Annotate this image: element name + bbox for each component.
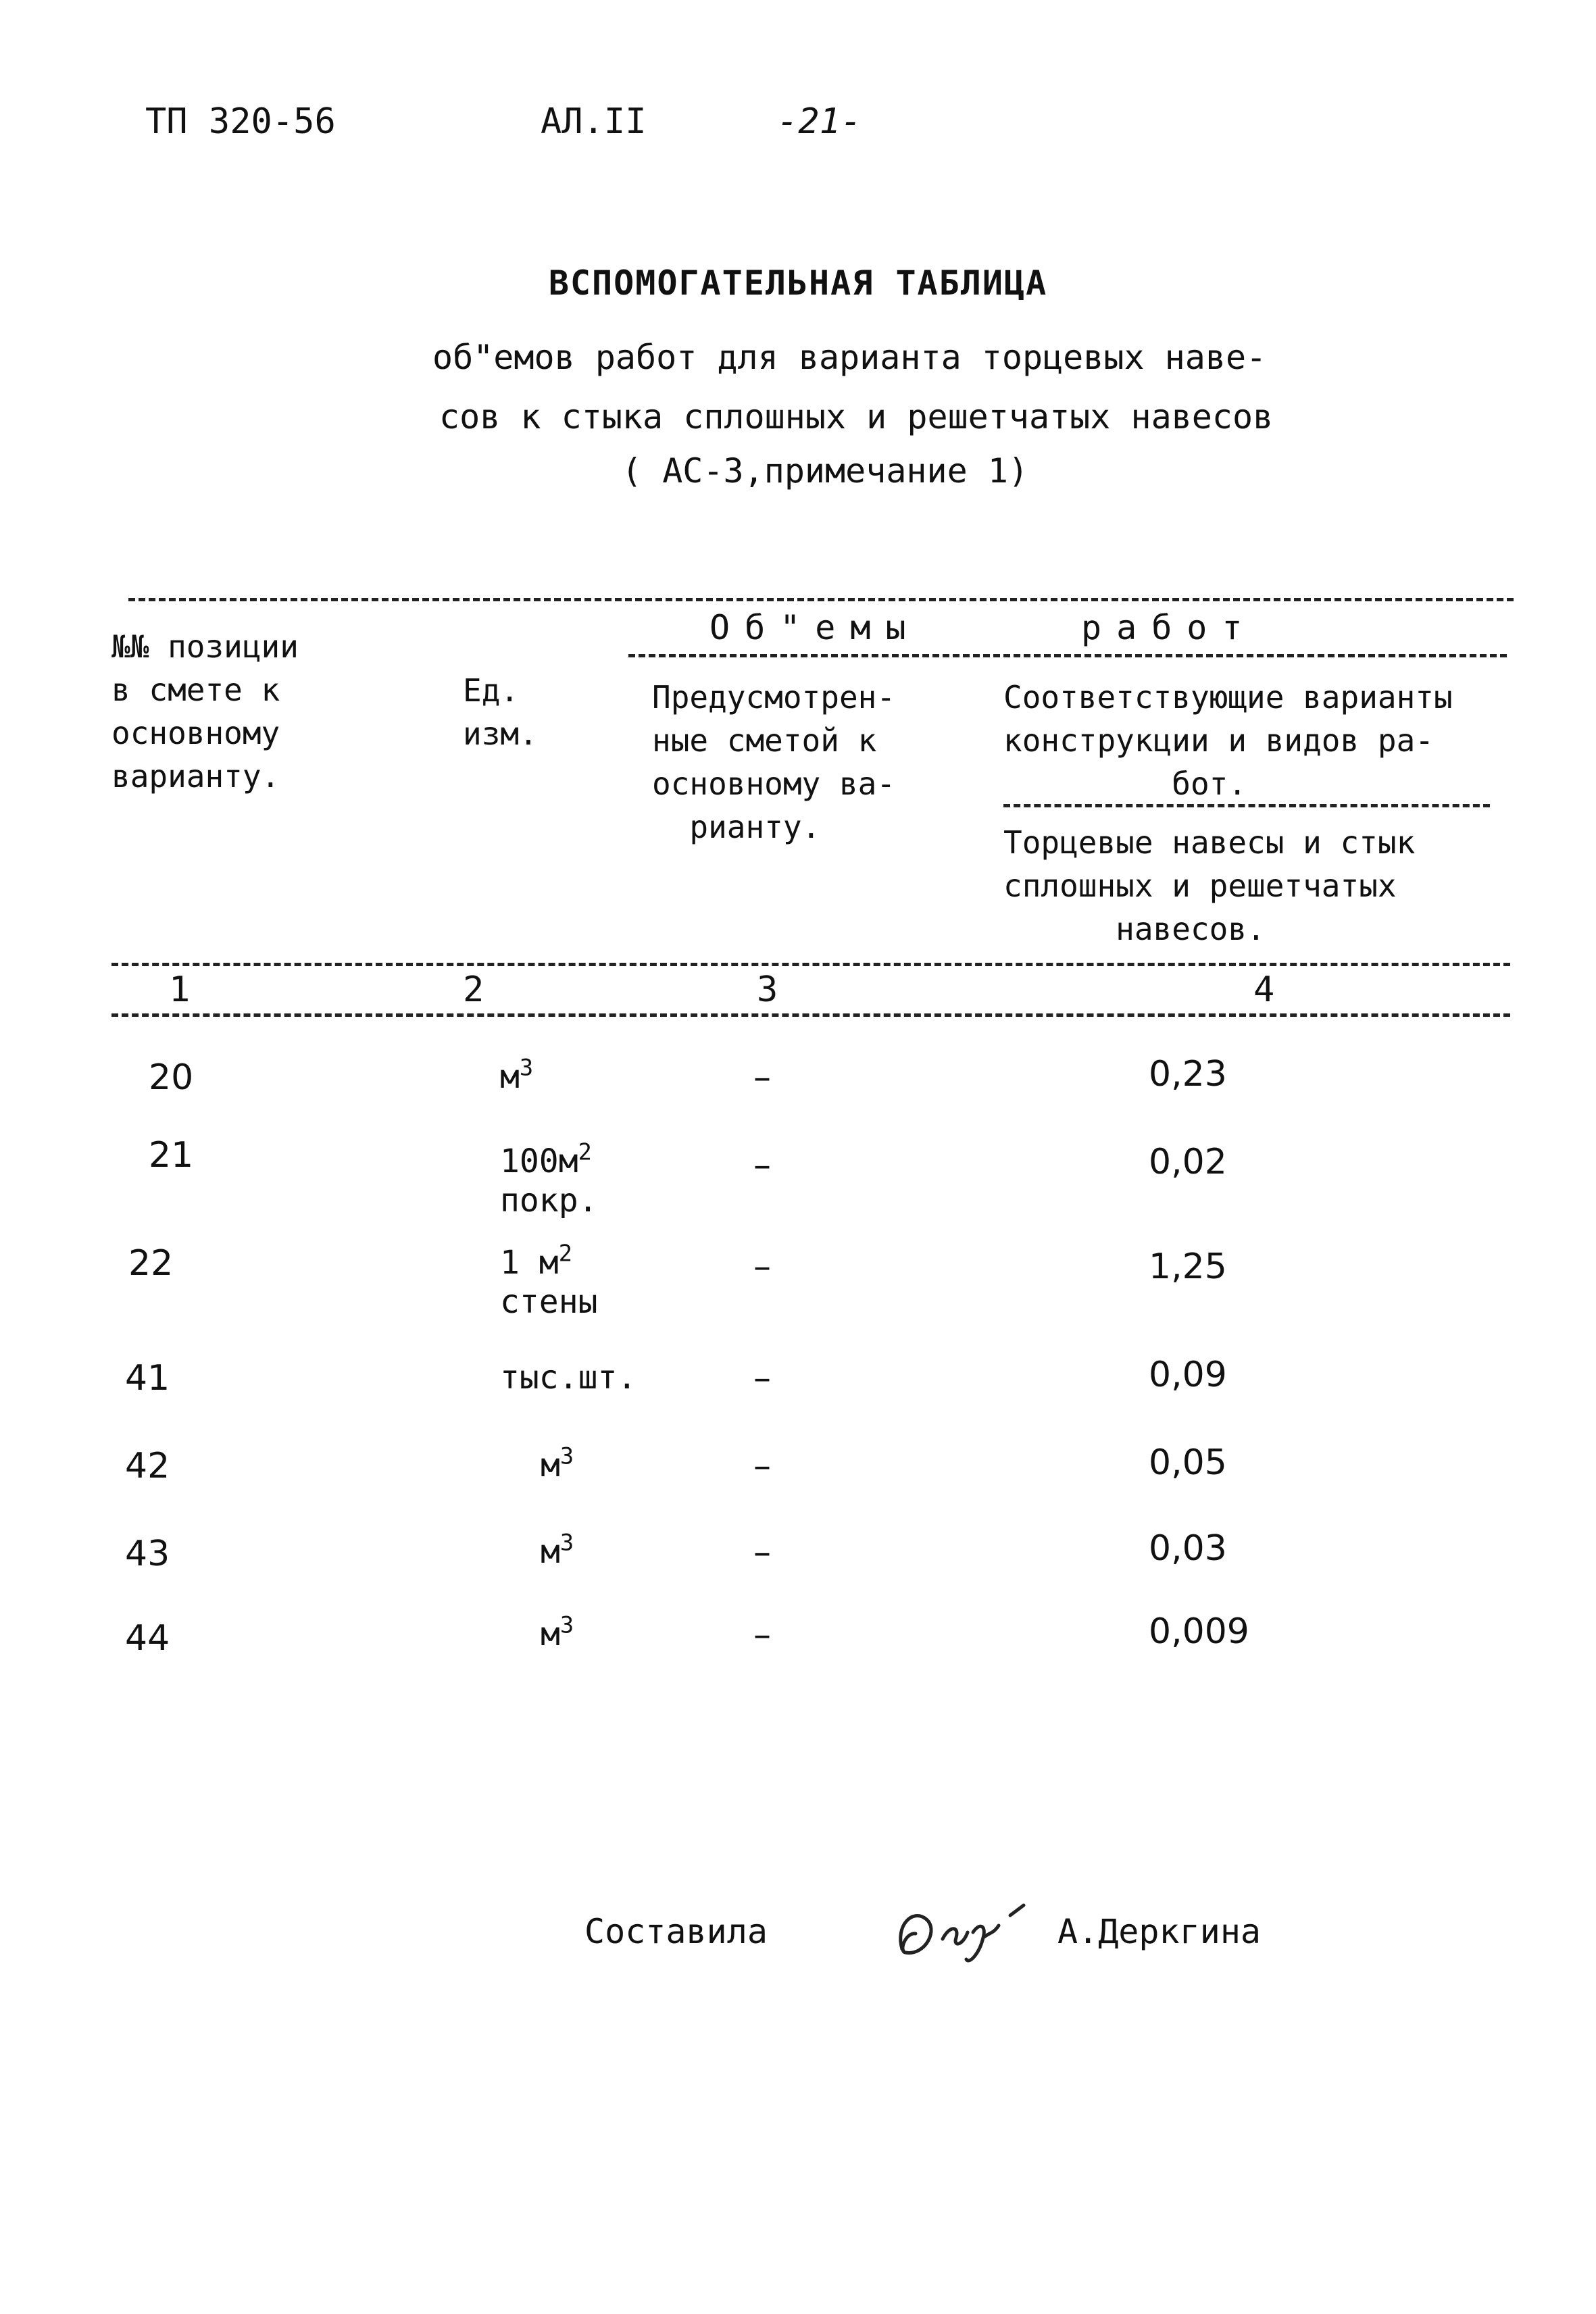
row-22-planned: – (753, 1247, 771, 1287)
row-20-pos: 20 (149, 1057, 194, 1098)
group-header-rule (628, 654, 1507, 657)
row-43-unit: $м^3$ (541, 1529, 574, 1571)
row-20-unit: $м^3$ (500, 1054, 534, 1096)
col1-header: №№ позиции в смете к основному варианту. (111, 628, 299, 795)
row-43-pos: 43 (125, 1534, 170, 1574)
row-21-unit: $100м^2$ покр. (500, 1138, 598, 1219)
compiled-label: Составила (584, 1912, 768, 1951)
row-43-value: 0,03 (1149, 1528, 1227, 1569)
row-22-pos: 22 (128, 1243, 174, 1284)
subtitle-line-2: сов к стыка сплошных и решетчатых навесов (439, 397, 1274, 436)
row-44-unit: $м^3$ (541, 1611, 574, 1653)
subtitle-line-1: об"емов работ для варианта торцевых наве- (432, 338, 1267, 377)
colnum-3: 3 (757, 970, 778, 1010)
col4-header-top: Соответствующие варианты конструкции и видов ра- бот. (1003, 679, 1453, 802)
colnum-top-rule (111, 963, 1510, 966)
col4-header-bottom: Торцевые навесы и стык сплошных и решетчатых навесов. (1003, 824, 1416, 947)
row-21-value: 0,02 (1149, 1142, 1227, 1182)
group-header-left: Об"емы (709, 608, 921, 647)
colnum-4: 4 (1253, 970, 1275, 1010)
row-44-planned: – (753, 1615, 771, 1655)
colnum-1: 1 (169, 970, 191, 1010)
row-41-planned: – (753, 1358, 771, 1399)
page-title: ВСПОМОГАТЕЛЬНАЯ ТАБЛИЦА (548, 263, 1048, 303)
row-42-unit: $м^3$ (541, 1442, 574, 1484)
row-22-unit: 1 $м^2$ стены (500, 1240, 598, 1321)
row-42-pos: 42 (125, 1446, 170, 1486)
colnum-bottom-rule (111, 1013, 1510, 1017)
row-44-value: 0,009 (1149, 1611, 1249, 1652)
row-42-planned: – (753, 1446, 771, 1486)
row-41-unit: тыс.шт. (500, 1359, 637, 1397)
row-21-planned: – (753, 1145, 771, 1186)
col3-header: Предусмотрен- ные сметой к основному ва- рианту. (652, 679, 896, 845)
colnum-2: 2 (463, 970, 484, 1010)
group-header-right: работ (1081, 608, 1257, 647)
subtitle-line-3: ( АС-3,примечание 1) (622, 451, 1029, 491)
table-top-rule (128, 598, 1514, 601)
row-42-value: 0,05 (1149, 1442, 1227, 1483)
col4-sub-rule (1003, 804, 1490, 807)
row-41-value: 0,09 (1149, 1355, 1227, 1395)
row-43-planned: – (753, 1532, 771, 1573)
doc-code: ТП 320-56 (145, 101, 336, 142)
signature-icon (885, 1885, 1041, 1973)
row-21-pos: 21 (149, 1135, 194, 1176)
row-44-pos: 44 (125, 1618, 170, 1659)
compiler-name: А.Деркгина (1057, 1912, 1262, 1951)
row-20-planned: – (753, 1057, 771, 1098)
col2-header: Ед. изм. (463, 672, 538, 752)
row-22-value: 1,25 (1149, 1247, 1227, 1287)
row-41-pos: 41 (125, 1358, 170, 1399)
album-label: АЛ.II (541, 101, 647, 142)
row-20-value: 0,23 (1149, 1054, 1227, 1095)
page-number: -21- (777, 101, 862, 142)
